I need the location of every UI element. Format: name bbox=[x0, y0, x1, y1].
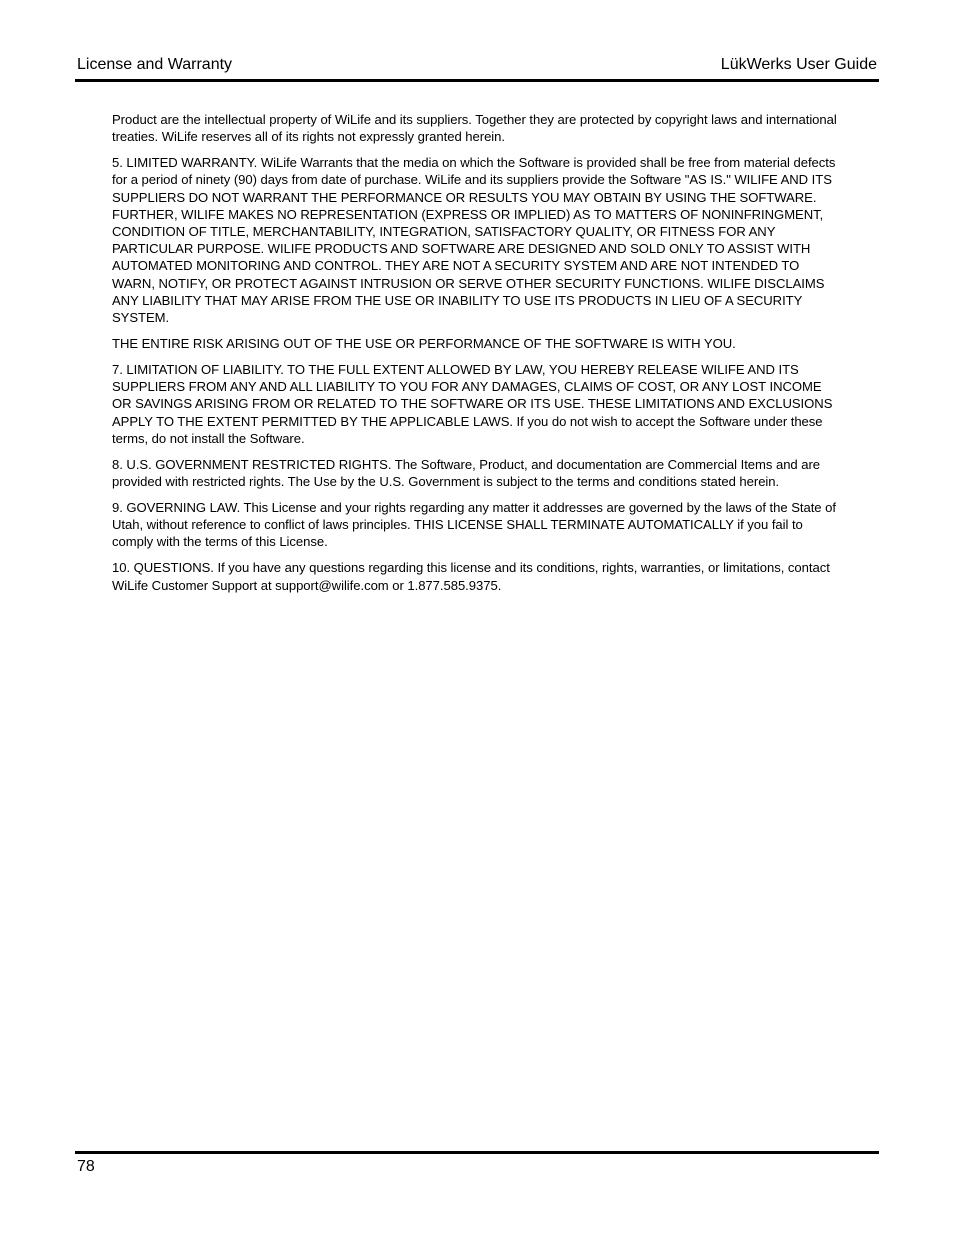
header-rule bbox=[75, 79, 879, 82]
page-number: 78 bbox=[77, 1158, 95, 1175]
paragraph-entire-risk: THE ENTIRE RISK ARISING OUT OF THE USE OR PERFORMANCE OF THE SOFTWARE IS WITH YOU. bbox=[112, 336, 736, 352]
footer-rule bbox=[75, 1151, 879, 1154]
document-body bbox=[112, 111, 842, 603]
paragraph-governing-law: 9. GOVERNING LAW. This License and your rights regarding any matter it addresses are governed by the laws of the State of Utah, without reference to conflict of laws principles. THIS LICENSE SHALL TERMINATE AUTOMATICALLY if you fail to comply with the terms of this License. bbox=[112, 500, 836, 550]
paragraph-ip-rights: Product are the intellectual property of WiLife and its suppliers. Together they are protected by copyright laws and international treaties. WiLife reserves all of its rights not expressly granted herein. bbox=[112, 112, 837, 145]
page-header bbox=[77, 55, 877, 77]
section-title: License and Warranty bbox=[77, 56, 233, 73]
paragraph-limitation-of-liability: 7. LIMITATION OF LIABILITY. TO THE FULL EXTENT ALLOWED BY LAW, YOU HEREBY RELEASE WILIFE AND ITS SUPPLIERS FROM ANY AND ALL LIABILITY TO YOU FOR ANY DAMAGES, CLAIMS OF COST, OR ANY LOST INCOME OR SAVINGS ARISING FROM OR RELATED TO THE SOFTWARE OR ITS USE. THESE LIMITATIONS AND EXCLUSIONS APPLY TO THE EXTENT PERMITTED BY THE APPLICABLE LAWS. If you do not wish to accept the Software under these terms, do not install the Software. bbox=[112, 362, 833, 446]
paragraph-government-rights: 8. U.S. GOVERNMENT RESTRICTED RIGHTS. The Software, Product, and documentation are Commercial Items and are provided with restricted rights. The Use by the U.S. Government is subject to the terms and conditions stated herein. bbox=[112, 456, 821, 490]
paragraph-questions: 10. QUESTIONS. If you have any questions regarding this license and its conditions, rights, warranties, or limitations, contact WiLife Customer Support at support@wilife.com or 1.877.585.9375. bbox=[112, 560, 830, 593]
guide-title: LükWerks User Guide bbox=[720, 56, 877, 73]
paragraph-limited-warranty: 5. LIMITED WARRANTY. WiLife Warrants that the media on which the Software is provided shall be free from material defects for a period of ninety (90) days from date of purchase. WiLife and its suppliers provide the Software "AS IS." WILIFE AND ITS SUPPLIERS DO NOT WARRANT THE PERFORMANCE OR RESULTS YOU MAY OBTAIN BY USING THE SOFTWARE. FURTHER, WILIFE MAKES NO REPRESENTATION (EXPRESS OR IMPLIED) AS TO MATTERS OF NONINFRINGMENT, CONDITION OF TITLE, MERCHANTABILITY, INTEGRATION, SATISFACTORY QUALITY, OR FITNESS FOR ANY PARTICULAR PURPOSE. WILIFE PRODUCTS AND SOFTWARE ARE DESIGNED AND SOLD ONLY TO ASSIST WITH AUTOMATED MONITORING AND CONTROL. THEY ARE NOT A SECURITY SYSTEM AND ARE NOT INTENDED TO WARN, NOTIFY, OR PROTECT AGAINST INTRUSION OR SERVE OTHER SECURITY FUNCTIONS. WILIFE DISCLAIMS ANY LIABILITY THAT MAY ARISE FROM THE USE OR INABILITY TO USE ITS PRODUCTS IN LIEU OF A SECURITY SYSTEM. bbox=[112, 155, 836, 326]
